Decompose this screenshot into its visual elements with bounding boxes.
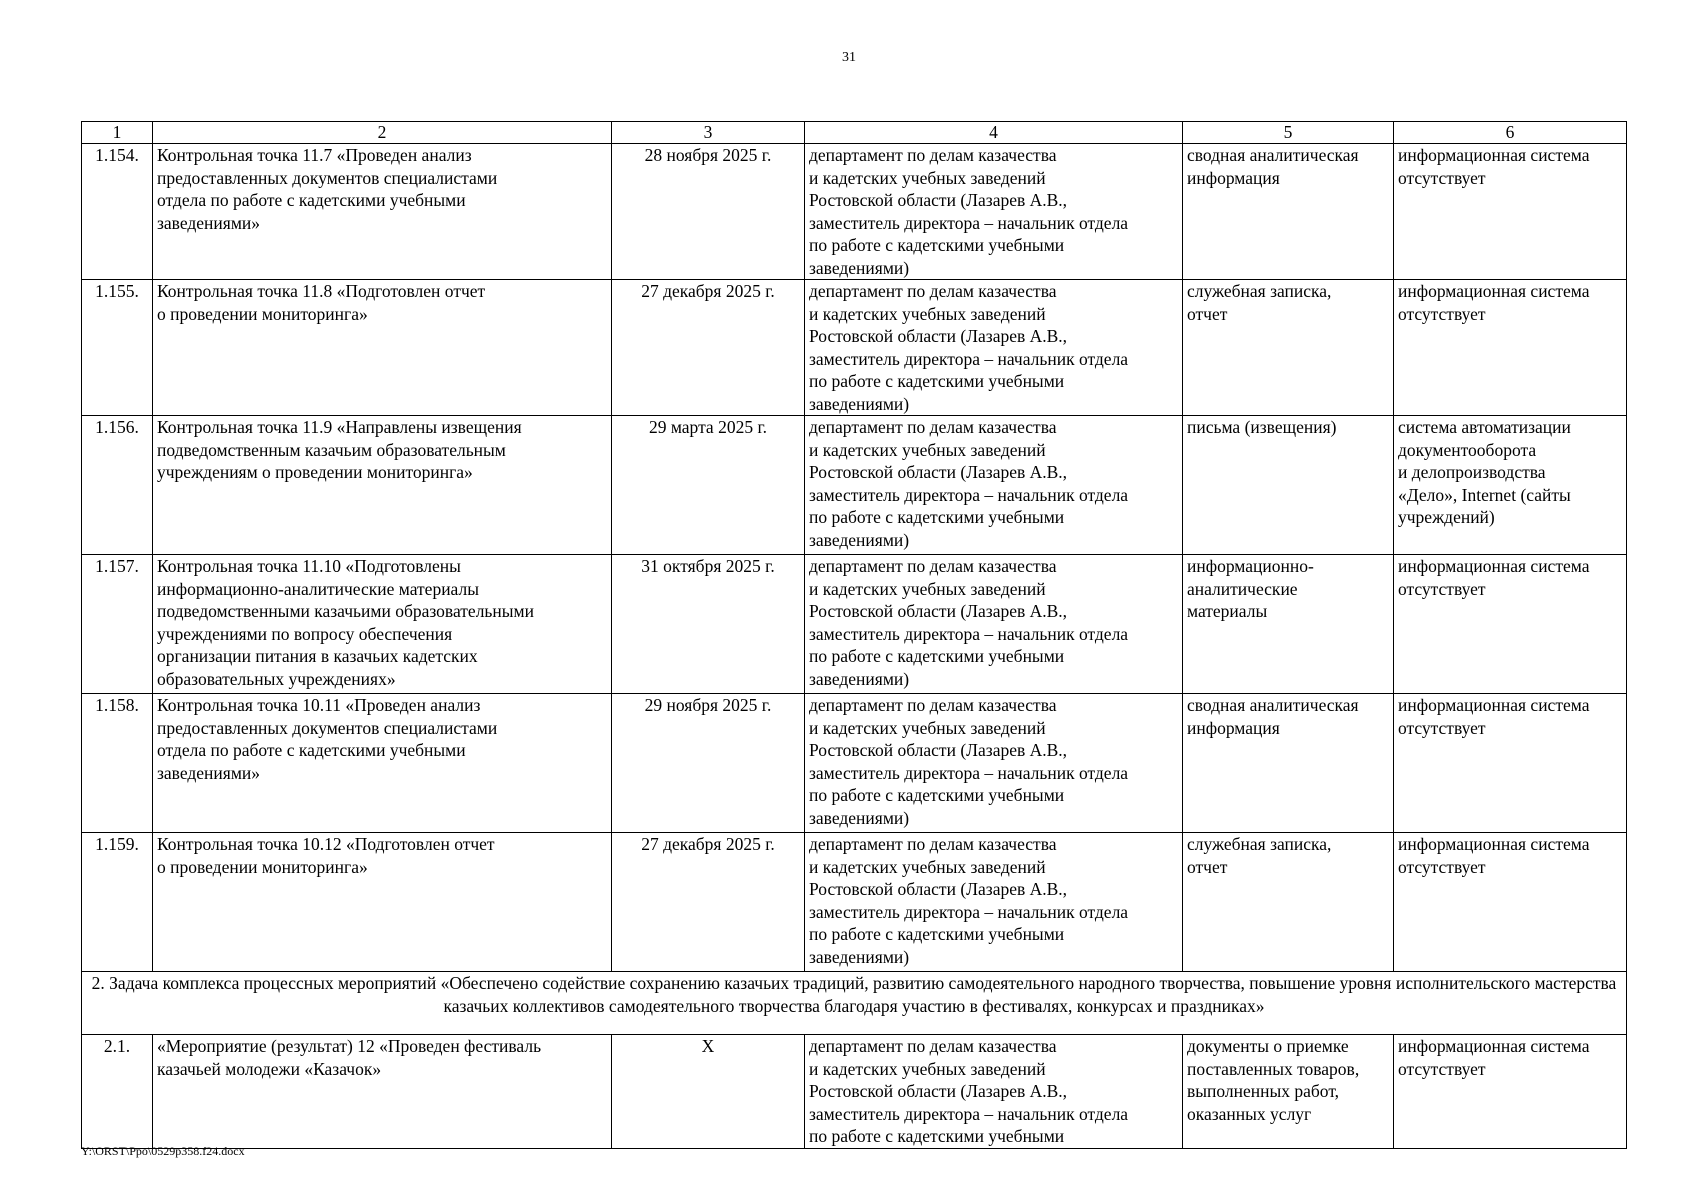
deadline-date: 29 марта 2025 г. — [612, 416, 805, 555]
table-row — [82, 555, 1627, 694]
deadline-date: 28 ноября 2025 г. — [612, 144, 805, 280]
row-number: 1.154. — [82, 144, 153, 280]
section-row — [82, 972, 1627, 1035]
measure-name: Контрольная точка 11.10 «Подготовлены информационно-аналитические материалы подведомственными казачьими образовательными учреждениями по вопросу обеспечения организации питания в казачьих кадетских образовательных учреждениях» — [153, 555, 612, 694]
responsible-executor: департамент по делам казачества и кадетских учебных заведений Ростовской области (Лазарев А.В., заместитель директора – начальник отдела по работе с кадетскими учебными заведениями) — [805, 555, 1183, 694]
measure-name: Контрольная точка 11.9 «Направлены извещения подведомственным казачьим образовательным учреждениям о проведении мониторинга» — [153, 416, 612, 555]
column-header: 4 — [805, 122, 1183, 144]
information-system: информационная система отсутствует — [1394, 280, 1627, 416]
deadline-date: 27 декабря 2025 г. — [612, 833, 805, 972]
responsible-executor: департамент по делам казачества и кадетских учебных заведений Ростовской области (Лазарев А.В., заместитель директора – начальник отдела по работе с кадетскими учебными заведениями) — [805, 833, 1183, 972]
column-header: 1 — [82, 122, 153, 144]
measure-name: Контрольная точка 10.11 «Проведен анализ предоставленных документов специалистами отдела по работе с кадетскими учебными заведениями» — [153, 694, 612, 833]
information-system: информационная система отсутствует — [1394, 833, 1627, 972]
row-number: 2.1. — [82, 1035, 153, 1149]
row-number: 1.155. — [82, 280, 153, 416]
table-header-row — [82, 122, 1627, 144]
file-path-footer: Y:\ORST\Ppo\0529p358.f24.docx — [81, 1144, 245, 1158]
document-type: документы о приемке поставленных товаров, выполненных работ, оказанных услуг — [1183, 1035, 1394, 1149]
responsible-executor: департамент по делам казачества и кадетских учебных заведений Ростовской области (Лазарев А.В., заместитель директора – начальник отдела по работе с кадетскими учебными заведениями) — [805, 280, 1183, 416]
table-row — [82, 1035, 1627, 1149]
document-type: служебная записка, отчет — [1183, 833, 1394, 972]
responsible-executor: департамент по делам казачества и кадетских учебных заведений Ростовской области (Лазарев А.В., заместитель директора – начальник отдела по работе с кадетскими учебными заведениями) — [805, 416, 1183, 555]
column-header: 6 — [1394, 122, 1627, 144]
document-type: информационно- аналитические материалы — [1183, 555, 1394, 694]
information-system: система автоматизации документооборота и делопроизводства «Дело», Internet (сайты учреждений) — [1394, 416, 1627, 555]
measure-name: «Мероприятие (результат) 12 «Проведен фестиваль казачьей молодежи «Казачок» — [153, 1035, 612, 1149]
row-number: 1.159. — [82, 833, 153, 972]
section-heading: 2. Задача комплекса процессных мероприятий «Обеспечено содействие сохранению казачьих традиций, развитию самодеятельного народного творчества, повышение уровня исполнительского мастерства казачьих коллективов самодеятельного творчества благодаря участию в фестивалях, конкурсах и праздниках» — [82, 972, 1627, 1035]
information-system: информационная система отсутствует — [1394, 144, 1627, 280]
document-type: сводная аналитическая информация — [1183, 694, 1394, 833]
column-header: 2 — [153, 122, 612, 144]
table-row — [82, 144, 1627, 280]
responsible-executor: департамент по делам казачества и кадетских учебных заведений Ростовской области (Лазарев А.В., заместитель директора – начальник отдела по работе с кадетскими учебными — [805, 1035, 1183, 1149]
column-header: 3 — [612, 122, 805, 144]
deadline-date: 31 октября 2025 г. — [612, 555, 805, 694]
deadline-date: X — [612, 1035, 805, 1149]
document-type: письма (извещения) — [1183, 416, 1394, 555]
deadline-date: 29 ноября 2025 г. — [612, 694, 805, 833]
row-number: 1.158. — [82, 694, 153, 833]
information-system: информационная система отсутствует — [1394, 1035, 1627, 1149]
document-type: служебная записка, отчет — [1183, 280, 1394, 416]
measure-name: Контрольная точка 11.8 «Подготовлен отчет о проведении мониторинга» — [153, 280, 612, 416]
table-row — [82, 416, 1627, 555]
measure-name: Контрольная точка 11.7 «Проведен анализ предоставленных документов специалистами отдела по работе с кадетскими учебными заведениями» — [153, 144, 612, 280]
document-type: сводная аналитическая информация — [1183, 144, 1394, 280]
responsible-executor: департамент по делам казачества и кадетских учебных заведений Ростовской области (Лазарев А.В., заместитель директора – начальник отдела по работе с кадетскими учебными заведениями) — [805, 694, 1183, 833]
measure-name: Контрольная точка 10.12 «Подготовлен отчет о проведении мониторинга» — [153, 833, 612, 972]
table-row — [82, 694, 1627, 833]
page-number: 31 — [842, 50, 856, 65]
row-number: 1.156. — [82, 416, 153, 555]
information-system: информационная система отсутствует — [1394, 694, 1627, 833]
deadline-date: 27 декабря 2025 г. — [612, 280, 805, 416]
table-row — [82, 280, 1627, 416]
information-system: информационная система отсутствует — [1394, 555, 1627, 694]
column-header: 5 — [1183, 122, 1394, 144]
row-number: 1.157. — [82, 555, 153, 694]
responsible-executor: департамент по делам казачества и кадетских учебных заведений Ростовской области (Лазарев А.В., заместитель директора – начальник отдела по работе с кадетскими учебными заведениями) — [805, 144, 1183, 280]
measures-table — [81, 121, 1627, 1149]
table-row — [82, 833, 1627, 972]
